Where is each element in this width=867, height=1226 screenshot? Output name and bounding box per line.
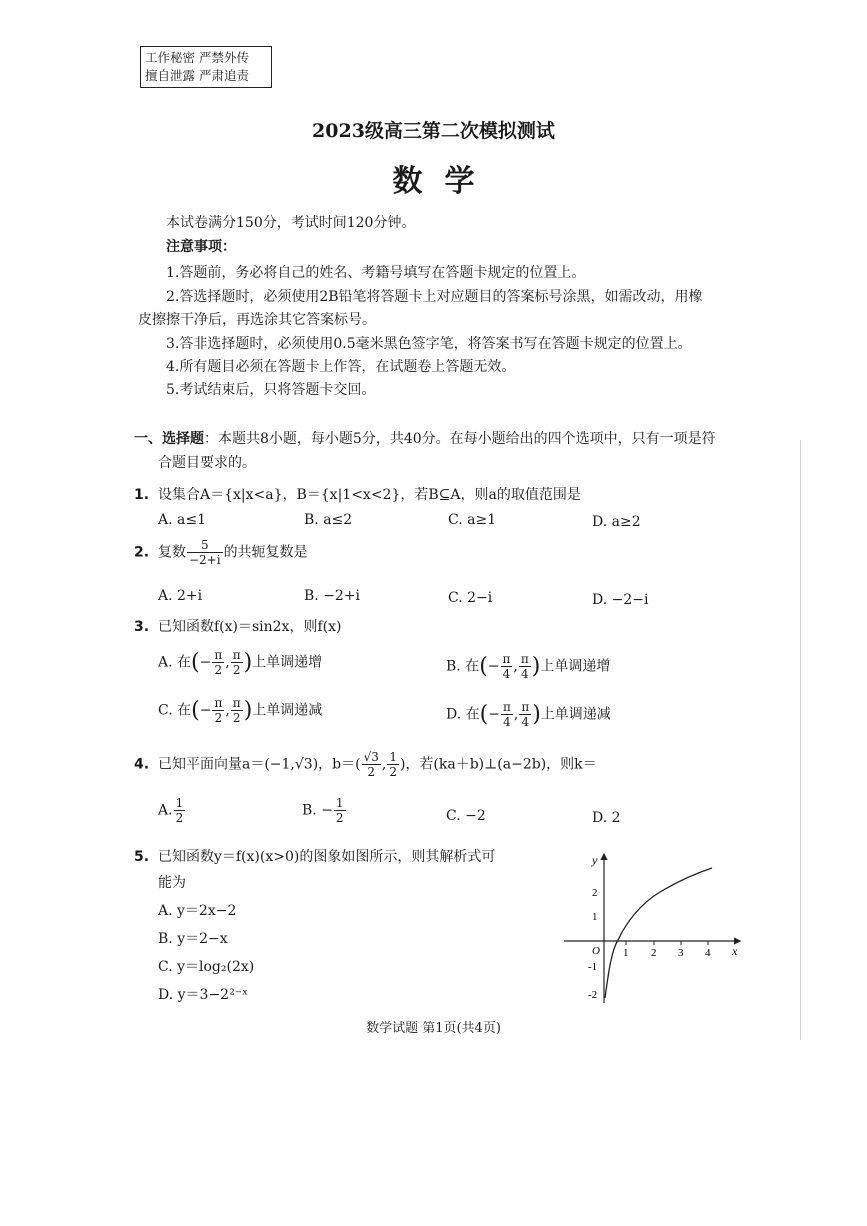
q2-option-a: A. 2+i	[158, 588, 203, 604]
section-heading	[134, 428, 716, 448]
notice-item: 3.答非选择题时，必须使用0.5毫米黑色签字笔，将答案书写在答题卡规定的位置上。	[166, 336, 692, 352]
q1-option-a: A. a≤1	[158, 512, 206, 528]
fraction-denominator: 4	[521, 667, 529, 681]
fraction	[231, 648, 243, 677]
notice-heading: 注意事项：	[166, 239, 236, 255]
q2-option-b: B. −2+i	[304, 588, 361, 604]
q3-option-a: A. 在(− $\frac{\pi}{2}$ , $\frac{\pi}{2}$ )上单调递增	[158, 648, 323, 677]
fraction	[187, 538, 223, 567]
x-tick-label: 3	[678, 947, 684, 959]
fraction-numerator: π	[521, 700, 530, 714]
stamp-line-2: 擅自泄露 严肃追责	[145, 68, 249, 83]
fraction-numerator: √3	[363, 750, 379, 764]
y-tick-label: -2	[588, 989, 598, 1001]
q1-option-c: C. a≥1	[448, 512, 497, 528]
fraction-denominator: 4	[503, 715, 511, 729]
y-axis-label: y	[592, 853, 598, 867]
fraction-denominator: 2	[232, 711, 241, 725]
x-tick-label: 1	[623, 947, 629, 959]
section-text-cont: 合题目要求的。	[158, 455, 256, 471]
fraction-denominator: 2	[175, 811, 184, 825]
fraction	[519, 652, 531, 681]
q1-option-d: D. a≥2	[592, 514, 641, 530]
fraction-denominator: 4	[502, 667, 511, 681]
question-4: 4. 已知平面向量a＝(−1,√3)，b＝( $\frac{√3}{2}$ , $\frac{1}{2}$ )，若(ka＋b)⊥(a−2b)，则k＝	[134, 750, 597, 779]
function-curve	[605, 868, 712, 998]
section-label: 一、选择题	[134, 431, 204, 447]
exam-title: 2023级高三第二次模拟测试	[312, 120, 555, 142]
q4-option-a	[158, 796, 186, 825]
fraction-numerator: π	[502, 700, 511, 714]
question-number: 4.	[134, 756, 150, 773]
question-1	[134, 484, 581, 504]
question-stem-post: 的共轭复数是	[223, 544, 308, 561]
option-prefix: D. 在	[446, 706, 480, 723]
question-stem-cont: 能为	[158, 875, 186, 891]
x-tick-label: 2	[651, 947, 657, 959]
fraction	[362, 750, 381, 779]
fraction-numerator: π	[232, 648, 241, 662]
option-prefix: B. −	[302, 802, 333, 819]
x-tick-label: 4	[705, 947, 711, 959]
confidential-stamp	[140, 46, 272, 88]
fraction	[174, 796, 186, 825]
option-suffix: 上单调递增	[252, 654, 323, 671]
option-prefix: C. 在	[158, 702, 192, 719]
question-number: 2.	[134, 544, 150, 561]
question-stem: 已知函数f(x)＝sin2x，则f(x)	[157, 619, 342, 635]
y-tick-label: 1	[592, 911, 598, 923]
fraction-denominator: 2	[367, 765, 376, 779]
fraction-numerator: π	[214, 648, 223, 662]
fraction-denominator: 2	[335, 811, 344, 825]
notice-item: 1.答题前，务必将自己的姓名、考籍号填写在答题卡规定的位置上。	[166, 265, 586, 281]
fraction-denominator: 2	[214, 711, 223, 725]
option-prefix: A.	[158, 802, 173, 819]
section-text: ：本题共8小题，每小题5分，共40分。在每小题给出的四个选项中，只有一项是符	[204, 431, 716, 447]
q5-option-c: C. y＝log₂(2x)	[158, 959, 255, 975]
notice-item: 皮擦擦干净后，再选涂其它答案标号。	[138, 312, 376, 328]
x-axis-label: x	[732, 944, 738, 958]
question-number: 5.	[134, 849, 150, 865]
q5-option-d: D. y＝3−2²⁻ˣ	[158, 987, 249, 1003]
q5-option-b: B. y＝2−x	[158, 931, 228, 947]
notice-item: 5.考试结束后，只将答题卡交回。	[166, 382, 376, 398]
question-5	[134, 846, 495, 866]
question-2	[134, 538, 308, 567]
question-stem-pre: 复数	[157, 544, 186, 561]
notice-item: 4.所有题目必须在答题卡上作答，在试题卷上答题无效。	[166, 359, 516, 375]
fraction	[231, 696, 243, 725]
q4-option-c: C. −2	[446, 808, 486, 824]
fraction	[212, 648, 224, 677]
fraction	[212, 696, 224, 725]
question-stem-post: )，若(ka＋b)⊥(a−2b)，则k＝	[399, 756, 597, 773]
scan-edge	[800, 440, 801, 1040]
fraction-denominator: −2+i	[188, 553, 221, 567]
notice-item: 2.答选择题时，必须使用2B铅笔将答题卡上对应题目的答案标号涂黑，如需改动，用橡	[166, 289, 703, 305]
y-tick-label: -1	[588, 961, 598, 973]
q3-option-c: C. 在(− $\frac{\pi}{2}$ , $\frac{\pi}{2}$ )上单调递减	[158, 696, 323, 725]
q4-option-d: D. 2	[592, 810, 621, 826]
question-number: 3.	[134, 619, 150, 635]
question-stem: 已知函数y＝f(x)(x>0)的图象如图所示，则其解析式可	[157, 849, 496, 865]
q3-option-d: D. 在(− $\frac{\pi}{4}$ , $\frac{\pi}{4}$ )上单调递减	[446, 700, 611, 729]
fraction-denominator: 2	[389, 765, 397, 779]
fraction-denominator: 2	[214, 663, 223, 677]
q2-option-d: D. −2−i	[592, 592, 649, 608]
fraction-numerator: 5	[187, 538, 223, 553]
fraction-numerator: 1	[389, 750, 397, 764]
q5-option-a: A. y＝2x−2	[158, 903, 237, 919]
option-suffix: 上单调递减	[540, 706, 611, 723]
page-footer: 数学试题 第1页(共4页)	[366, 1021, 501, 1036]
question-number: 1.	[134, 487, 150, 503]
question-stem: 设集合A＝{x|x<a}，B＝{x|1<x<2}，若B⊆A，则a的取值范围是	[157, 487, 581, 503]
fraction	[501, 652, 513, 681]
option-suffix: 上单调递减	[252, 702, 323, 719]
fraction-numerator: π	[502, 652, 511, 666]
fraction-numerator: π	[232, 696, 241, 710]
y-tick-label: 2	[592, 887, 598, 899]
q3-option-b: B. 在(− $\frac{\pi}{4}$ , $\frac{\pi}{4}$ )上单调递增	[446, 652, 611, 681]
question-stem-pre: 已知平面向量a＝(−1,√3)，b＝(	[157, 756, 361, 773]
option-prefix: B. 在	[446, 658, 480, 675]
score-time-note: 本试卷满分150分，考试时间120分钟。	[166, 215, 416, 231]
fraction-numerator: π	[520, 652, 529, 666]
fraction-numerator: 1	[335, 796, 344, 810]
function-graph	[560, 848, 750, 1008]
fraction-numerator: 1	[175, 796, 184, 810]
question-3	[134, 616, 341, 636]
fraction	[519, 700, 531, 729]
fraction-numerator: π	[214, 696, 223, 710]
q4-option-b	[302, 796, 347, 825]
option-suffix: 上单调递增	[540, 658, 611, 675]
subject-title: 数学	[392, 164, 497, 199]
fraction	[334, 796, 346, 825]
stamp-line-1: 工作秘密 严禁外传	[145, 50, 249, 65]
option-prefix: A. 在	[158, 654, 192, 671]
fraction	[387, 750, 399, 779]
origin-label: O	[592, 945, 600, 957]
fraction-denominator: 4	[521, 715, 530, 729]
fraction	[501, 700, 513, 729]
fraction-denominator: 2	[232, 663, 241, 677]
q1-option-b: B. a≤2	[304, 512, 353, 528]
q2-option-c: C. 2−i	[448, 590, 493, 606]
